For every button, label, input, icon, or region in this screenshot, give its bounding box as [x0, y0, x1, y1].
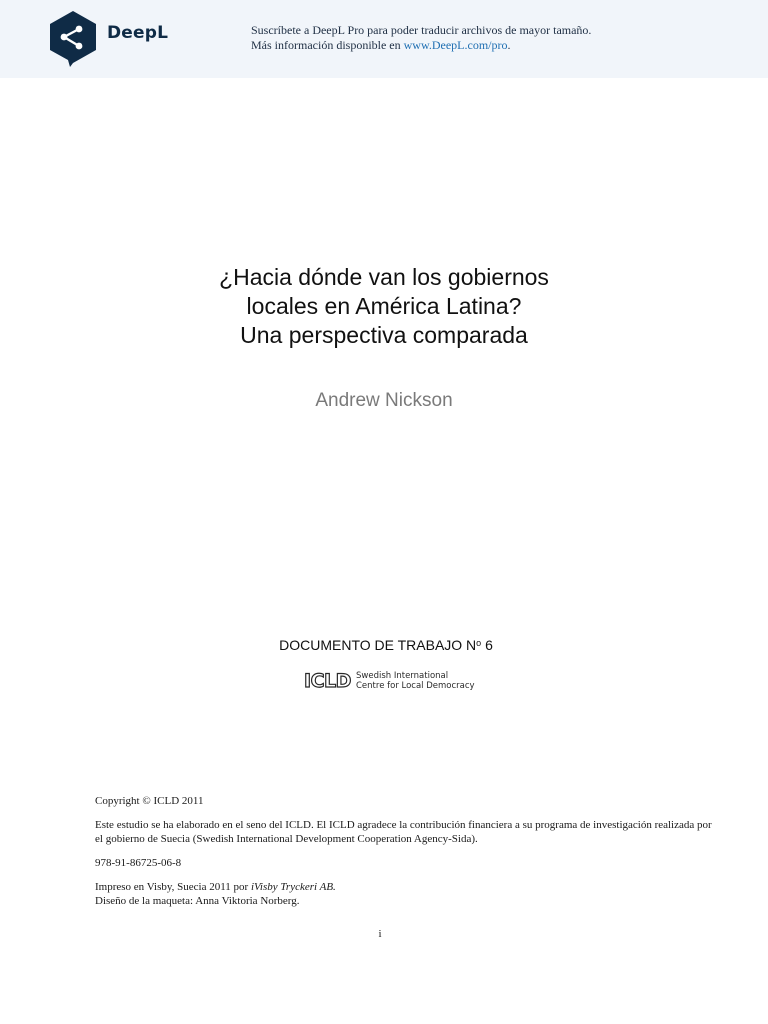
printing-prefix: Impreso en Visby, Suecia 2011 por — [95, 881, 251, 893]
copyright-notice: Copyright © ICLD 2011 — [95, 795, 204, 807]
title-line-2: locales en América Latina? — [246, 293, 522, 319]
deepl-logo-icon[interactable] — [46, 9, 100, 69]
colophon — [95, 794, 715, 908]
deepl-pro-link[interactable]: www.DeepL.com/pro — [403, 38, 508, 52]
icld-text — [356, 671, 475, 691]
promo-line-2-prefix: Más información disponible en — [251, 38, 404, 52]
layout-credit: Diseño de la maqueta: Anna Viktoria Norberg. — [95, 895, 300, 907]
icld-logo — [304, 670, 474, 694]
promo-line-1: Suscríbete a DeepL Pro para poder traducir archivos de mayor tamaño. — [251, 23, 592, 37]
icld-line-2: Centre for Local Democracy — [356, 681, 475, 691]
promo-line-2-suffix: . — [507, 38, 511, 52]
icld-mark: ICLD — [304, 670, 351, 692]
page-number: i — [378, 928, 382, 940]
deepl-promo-text — [251, 23, 591, 53]
doc-type-ordinal: o — [476, 638, 482, 648]
icld-line-1: Swedish International — [356, 671, 449, 681]
isbn: 978-91-86725-06-8 — [95, 857, 182, 869]
document-type — [0, 637, 768, 653]
deepl-brand-name[interactable]: DeepL — [107, 23, 169, 43]
printer-name: iVisby Tryckeri AB. — [250, 881, 336, 893]
doc-type-number: 6 — [481, 637, 493, 653]
study-note: Este estudio se ha elaborado en el seno del ICLD. El ICLD agradece la contribución financiera a su programa de investigación realizada por el gobierno de Suecia (Swedish International Development Cooperation Agency-Sida). — [95, 819, 712, 845]
document-title — [0, 263, 768, 350]
promo-line-2 — [251, 38, 591, 53]
deepl-banner — [0, 0, 768, 78]
printing-info — [95, 880, 715, 894]
document-author: Andrew Nickson — [315, 390, 453, 411]
title-line-1: ¿Hacia dónde van los gobiernos — [219, 264, 549, 290]
title-line-3: Una perspectiva comparada — [240, 322, 528, 348]
doc-type-label: DOCUMENTO DE TRABAJO N — [279, 637, 477, 653]
